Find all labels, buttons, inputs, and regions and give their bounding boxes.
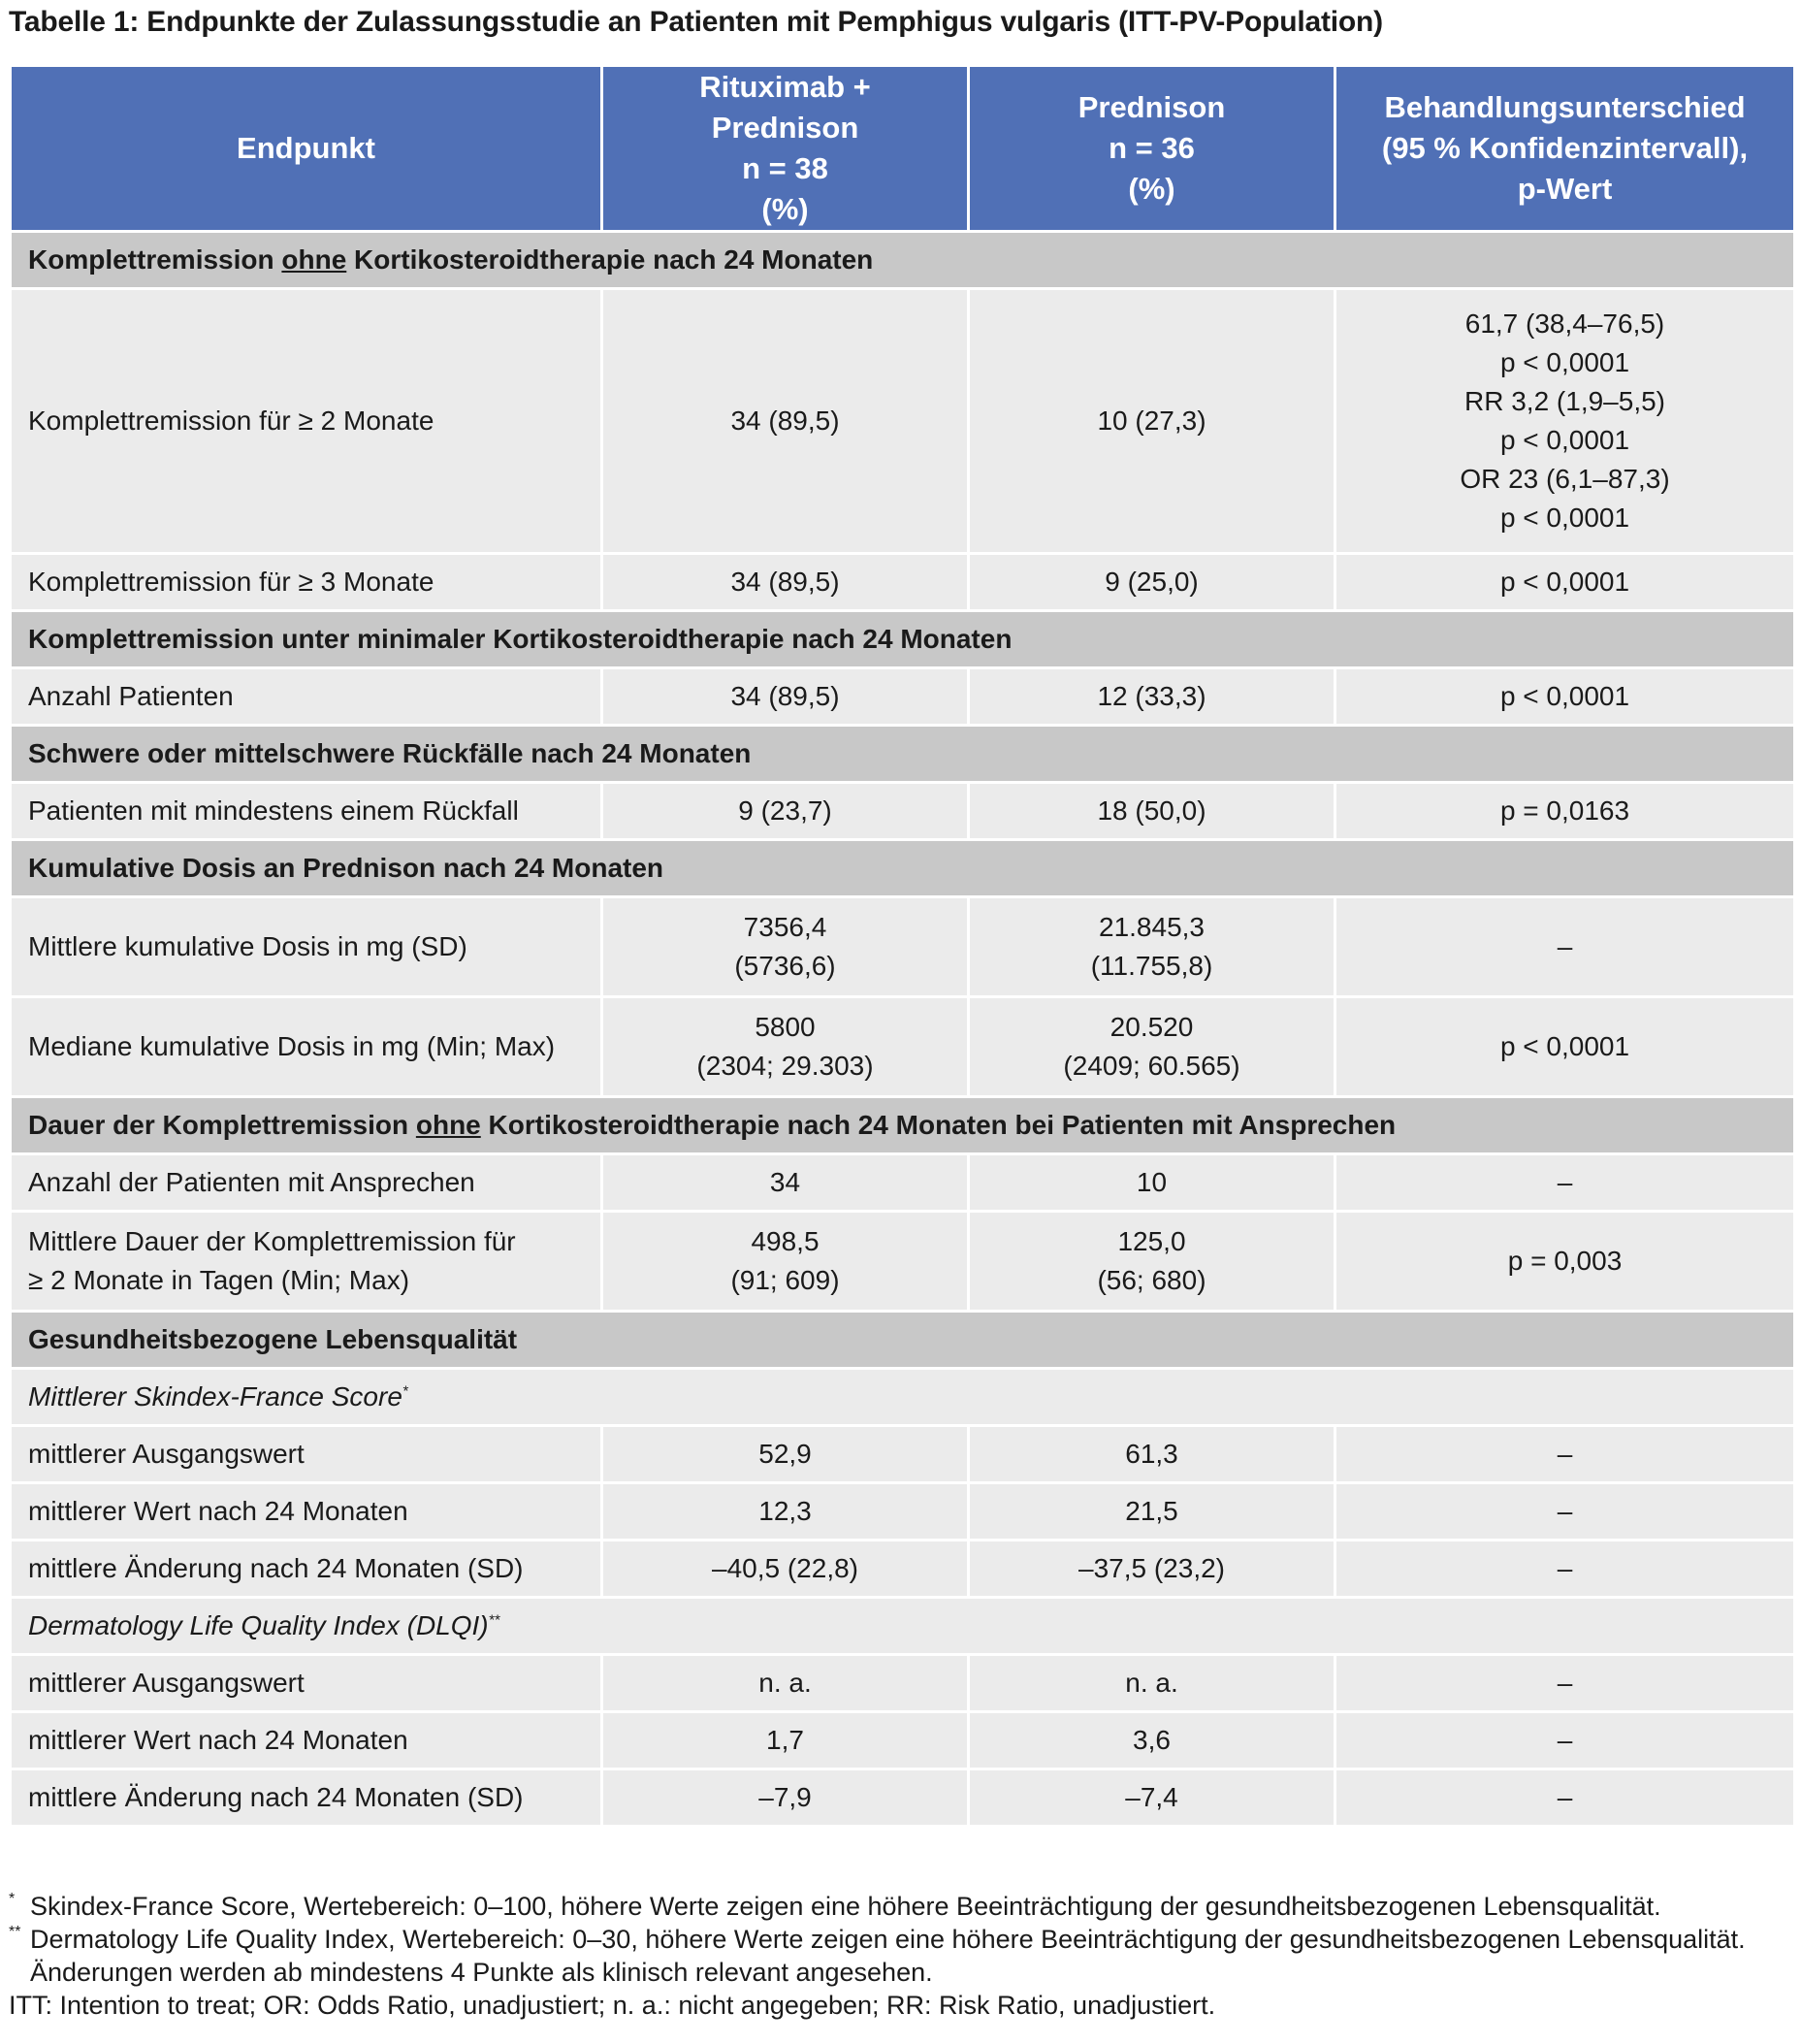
cell-rituximab [602, 897, 969, 997]
header-line: n = 38 [742, 151, 828, 185]
cell-line: 498,5 [751, 1226, 820, 1256]
row-label: Anzahl der Patienten mit Ansprechen [11, 1154, 602, 1212]
header-line: Rituximab + Prednison [699, 70, 871, 145]
cell-prednison [969, 897, 1335, 997]
cell-line: p < 0,0001 [1499, 425, 1630, 455]
cell-rituximab: 34 (89,5) [602, 554, 969, 611]
table-row [11, 897, 1795, 997]
header-line: (%) [1128, 172, 1175, 206]
header-line: Behandlungsunterschied [1384, 90, 1746, 124]
section-title: Komplettremission unter minimaler Kortikosteroidtherapie nach 24 Monaten [11, 611, 1795, 668]
header-rituximab [602, 66, 969, 232]
cell-line: (2304; 29.303) [696, 1051, 874, 1081]
footnote-mark: ** [488, 1611, 500, 1629]
section-text: Kortikosteroidtherapie nach 24 Monaten bei Patienten mit Ansprechen [480, 1110, 1397, 1140]
cell-rituximab: 34 (89,5) [602, 668, 969, 726]
row-label: Komplettremission für ≥ 3 Monate [11, 554, 602, 611]
footnote-text: Dermatology Life Quality Index, Wertebereich: 0–30, höhere Werte zeigen eine höhere Beeinträchtigung der gesundheitsbezogenen Lebensqualität. Änderungen werden ab mindestens 4 Punkte als klinisch relevant angesehen. [30, 1925, 1746, 1987]
header-row [11, 66, 1795, 232]
section-text: Dauer der Komplettremission [28, 1110, 416, 1140]
subsection-text: Dermatology Life Quality Index (DLQI) [28, 1610, 489, 1640]
cell-rituximab [602, 997, 969, 1097]
section-row [11, 840, 1795, 897]
row-label: Anzahl Patienten [11, 668, 602, 726]
section-row [11, 611, 1795, 668]
subsection-title [11, 1598, 1795, 1655]
footnote-mark: * [402, 1382, 408, 1400]
header-endpunkt: Endpunkt [11, 66, 602, 232]
cell-line: (91; 609) [730, 1265, 840, 1295]
cell-difference: – [1335, 1655, 1795, 1712]
cell-difference: p < 0,0001 [1335, 997, 1795, 1097]
cell-difference: – [1335, 1426, 1795, 1483]
cell-rituximab: 9 (23,7) [602, 783, 969, 840]
section-text: Komplettremission [28, 244, 282, 275]
row-label: mittlerer Wert nach 24 Monaten [11, 1483, 602, 1541]
cell-difference: – [1335, 1712, 1795, 1769]
cell-line: (11.755,8) [1090, 951, 1213, 981]
row-label: mittlerer Ausgangswert [11, 1426, 602, 1483]
table-row [11, 289, 1795, 554]
section-title: Gesundheitsbezogene Lebensqualität [11, 1312, 1795, 1369]
cell-line: 7356,4 [743, 912, 827, 942]
cell-rituximab: –7,9 [602, 1769, 969, 1827]
cell-difference: – [1335, 1769, 1795, 1827]
cell-prednison [969, 1212, 1335, 1312]
cell-rituximab: 34 [602, 1154, 969, 1212]
cell-prednison: n. a. [969, 1655, 1335, 1712]
cell-rituximab: n. a. [602, 1655, 969, 1712]
table-row [11, 1712, 1795, 1769]
cell-prednison: 3,6 [969, 1712, 1335, 1769]
section-text: Kortikosteroidtherapie nach 24 Monaten [346, 244, 874, 275]
cell-line: 125,0 [1117, 1226, 1186, 1256]
header-line: p-Wert [1517, 172, 1613, 206]
cell-prednison: 61,3 [969, 1426, 1335, 1483]
row-label: Mittlere kumulative Dosis in mg (SD) [11, 897, 602, 997]
table-row [11, 1426, 1795, 1483]
table-row [11, 1655, 1795, 1712]
cell-line: 21.845,3 [1099, 912, 1205, 942]
cell-rituximab: –40,5 (22,8) [602, 1541, 969, 1598]
table-title: Tabelle 1: Endpunkte der Zulassungsstudie an Patienten mit Pemphigus vulgaris (ITT-PV-Population) [9, 6, 1383, 38]
cell-prednison: –37,5 (23,2) [969, 1541, 1335, 1598]
row-label [11, 1212, 602, 1312]
section-underlined-text: ohne [415, 1110, 481, 1140]
cell-rituximab: 12,3 [602, 1483, 969, 1541]
header-prednison [969, 66, 1335, 232]
cell-difference: – [1335, 1541, 1795, 1598]
row-label: mittlerer Ausgangswert [11, 1655, 602, 1712]
section-title: Schwere oder mittelschwere Rückfälle nach 24 Monaten [11, 726, 1795, 783]
row-label: mittlere Änderung nach 24 Monaten (SD) [11, 1769, 602, 1827]
subsection-title [11, 1369, 1795, 1426]
cell-prednison: –7,4 [969, 1769, 1335, 1827]
cell-line: (56; 680) [1097, 1265, 1206, 1295]
table-row [11, 997, 1795, 1097]
endpoints-table [9, 64, 1796, 1828]
cell-difference [1335, 289, 1795, 554]
cell-difference: p = 0,0163 [1335, 783, 1795, 840]
cell-prednison: 18 (50,0) [969, 783, 1335, 840]
cell-line: p < 0,0001 [1499, 347, 1630, 377]
cell-line: RR 3,2 (1,9–5,5) [1464, 386, 1665, 416]
cell-line: 5800 [755, 1012, 816, 1042]
footnote-skindex [9, 1890, 1793, 1923]
footnote-mark: ** [9, 1924, 21, 1940]
label-line: ≥ 2 Monate in Tagen (Min; Max) [28, 1265, 410, 1295]
cell-line: (2409; 60.565) [1063, 1051, 1240, 1081]
header-line: (95 % Konfidenzintervall), [1381, 131, 1749, 165]
cell-prednison [969, 997, 1335, 1097]
table-row [11, 554, 1795, 611]
header-line: Prednison [1077, 90, 1226, 124]
footnotes [9, 1890, 1793, 2022]
cell-prednison: 10 (27,3) [969, 289, 1335, 554]
table-row [11, 1212, 1795, 1312]
cell-prednison: 10 [969, 1154, 1335, 1212]
footnote-dlqi [9, 1923, 1793, 1989]
subsection-row [11, 1369, 1795, 1426]
label-line: Mittlere Dauer der Komplettremission für [28, 1226, 516, 1256]
cell-difference: – [1335, 897, 1795, 997]
footnote-abbreviations: ITT: Intention to treat; OR: Odds Ratio, unadjustiert; n. a.: nicht angegeben; RR: Risk Ratio, unadjustiert. [9, 1991, 1216, 2020]
section-row [11, 1097, 1795, 1154]
cell-rituximab: 34 (89,5) [602, 289, 969, 554]
header-line: (%) [761, 192, 809, 226]
section-title: Kumulative Dosis an Prednison nach 24 Monaten [11, 840, 1795, 897]
section-row [11, 726, 1795, 783]
cell-line: 20.520 [1110, 1012, 1194, 1042]
cell-prednison: 21,5 [969, 1483, 1335, 1541]
row-label: Mediane kumulative Dosis in mg (Min; Max) [11, 997, 602, 1097]
section-title [11, 1097, 1795, 1154]
table-row [11, 1769, 1795, 1827]
cell-line: (5736,6) [734, 951, 836, 981]
cell-rituximab: 52,9 [602, 1426, 969, 1483]
cell-difference: – [1335, 1154, 1795, 1212]
row-label: Komplettremission für ≥ 2 Monate [11, 289, 602, 554]
cell-prednison: 9 (25,0) [969, 554, 1335, 611]
table-row [11, 668, 1795, 726]
header-line: n = 36 [1109, 131, 1195, 165]
section-underlined-text: ohne [281, 244, 347, 275]
cell-rituximab [602, 1212, 969, 1312]
cell-rituximab: 1,7 [602, 1712, 969, 1769]
section-title [11, 232, 1795, 289]
cell-line: p < 0,0001 [1499, 503, 1630, 533]
section-row [11, 232, 1795, 289]
table-row [11, 783, 1795, 840]
table-row [11, 1483, 1795, 1541]
subsection-text: Mittlerer Skindex-France Score [28, 1381, 402, 1411]
cell-line: OR 23 (6,1–87,3) [1460, 464, 1670, 494]
header-behandlungsunterschied [1335, 66, 1795, 232]
row-label: mittlere Änderung nach 24 Monaten (SD) [11, 1541, 602, 1598]
table-row [11, 1541, 1795, 1598]
cell-prednison: 12 (33,3) [969, 668, 1335, 726]
cell-difference: p < 0,0001 [1335, 554, 1795, 611]
subsection-row [11, 1598, 1795, 1655]
cell-difference: p < 0,0001 [1335, 668, 1795, 726]
cell-difference: p = 0,003 [1335, 1212, 1795, 1312]
row-label: mittlerer Wert nach 24 Monaten [11, 1712, 602, 1769]
table-row [11, 1154, 1795, 1212]
row-label: Patienten mit mindestens einem Rückfall [11, 783, 602, 840]
cell-line: 61,7 (38,4–76,5) [1464, 308, 1665, 339]
section-row [11, 1312, 1795, 1369]
footnote-mark: * [9, 1891, 16, 1907]
footnote-text: Skindex-France Score, Wertebereich: 0–100, höhere Werte zeigen eine höhere Beeinträchtigung der gesundheitsbezogenen Lebensqualität. [30, 1892, 1661, 1921]
cell-difference: – [1335, 1483, 1795, 1541]
